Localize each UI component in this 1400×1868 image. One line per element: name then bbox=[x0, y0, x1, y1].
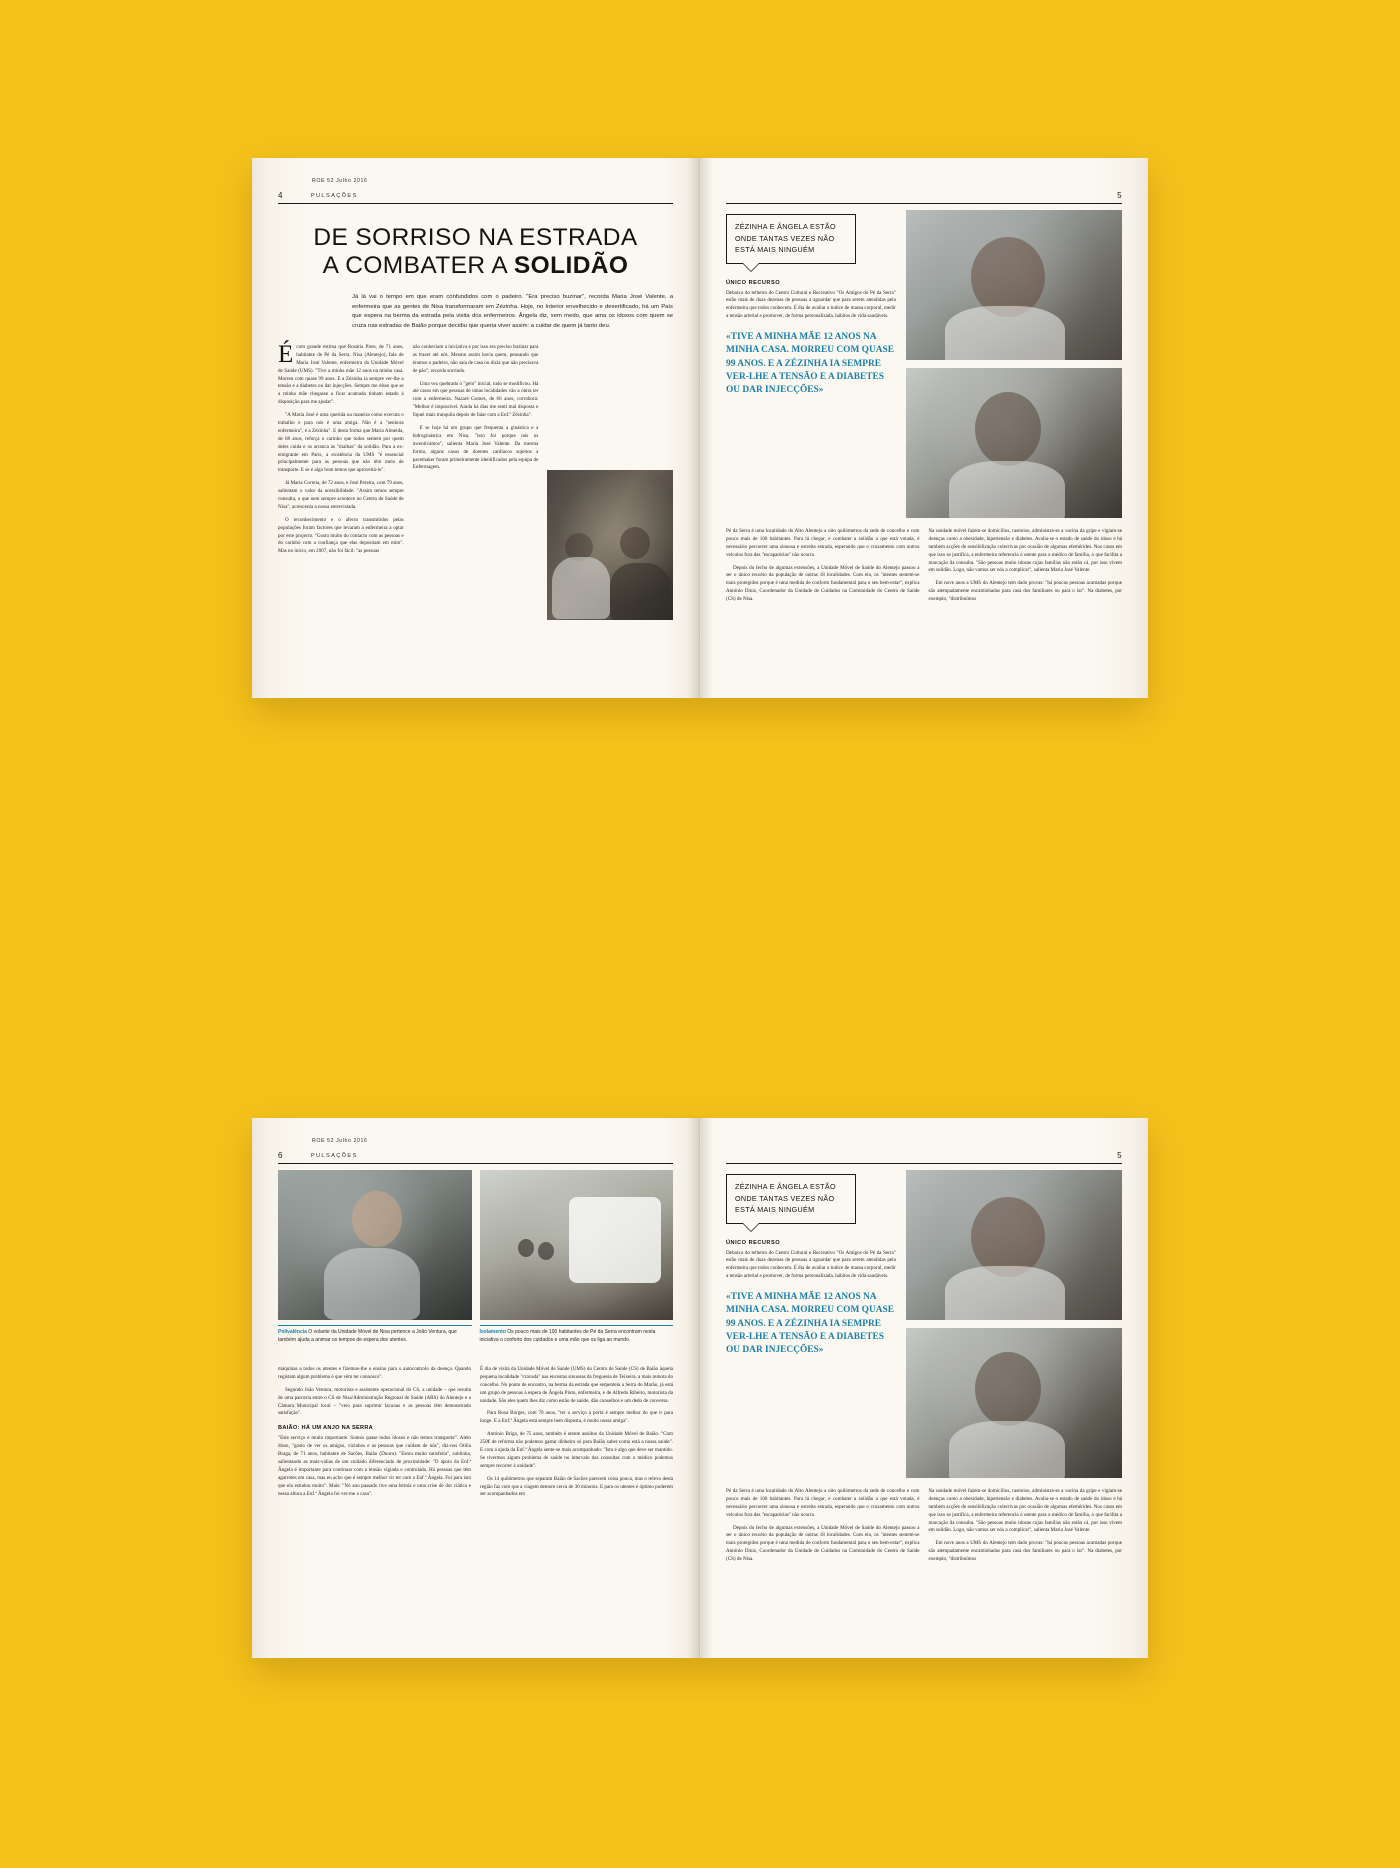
paragraph: Pé da Serra é uma localidade do Alto Alentejo a oito quilómetros da sede de concelho e com pouco mais de 100 habitantes. Para lá chegar, e combater a solidão a que está votada, é necessário percorrer uma sinuosa e estreita estrada, esperando que o cruzamento com outros veículos fora das "escapatórias" não ocorra. bbox=[726, 528, 920, 558]
folio-number: 5 bbox=[1117, 191, 1122, 200]
right-body-columns bbox=[726, 1488, 1122, 1569]
column-1 bbox=[726, 1488, 920, 1569]
paragraph: Para Rosa Borges, com 70 anos, "ter o serviço à porta é sempre melhor do que ir para longe. E a Enf.ª Ângela está sempre bem disposta, é muito nossa amiga". bbox=[480, 1410, 673, 1425]
magazine-spread-top bbox=[252, 158, 1148, 698]
callout-quote: ZÉZINHA E ÂNGELA ESTÃO ONDE TANTAS VEZES NÃO ESTÁ MAIS NINGUÉM bbox=[726, 214, 856, 264]
column-3 bbox=[547, 344, 673, 620]
drop-cap: É bbox=[278, 341, 294, 368]
column-2 bbox=[413, 344, 539, 620]
pull-quote: «TIVE A MINHA MÃE 12 ANOS NA MINHA CASA. MORREU COM QUASE 99 ANOS. E A ZÉZINHA IA SEMPRE VER-LHE A TENSÃO E A DIABETES OU DAR INJECÇÕES» bbox=[726, 1292, 894, 1356]
kicker-paragraph: Debaixo do telheiro do Centro Cultural e Recreativo "Os Amigos do Pé da Serra" estão mais de duas dezenas de pessoas a aguardar que para serem atendidas pela enfermeira que todos conhecem. É dia de avaliar o índice de massa corporal, medir a tensão arterial e promover, de forma personalizada, hábitos de vida saudáveis. bbox=[726, 1249, 896, 1280]
photo-pair bbox=[278, 1170, 673, 1320]
right-body-columns bbox=[726, 528, 1122, 609]
headline-line-1: DE SORRISO NA ESTRADA bbox=[313, 224, 638, 251]
headline-line-2a: A COMBATER A bbox=[322, 252, 514, 280]
body-columns bbox=[278, 1366, 673, 1504]
column-2 bbox=[929, 528, 1123, 609]
kicker-paragraph: Debaixo do telheiro do Centro Cultural e Recreativo "Os Amigos do Pé da Serra" estão mais de duas dezenas de pessoas a aguardar que para serem atendidas pela enfermeira que todos conhecem. É dia de avaliar o índice de massa corporal, medir a tensão arterial e promover, de forma personalizada, hábitos de vida saudáveis. bbox=[726, 289, 896, 320]
column-1 bbox=[726, 528, 920, 609]
column-1 bbox=[278, 341, 404, 620]
paragraph: "Este serviço é muito importante. Somos quase todos idosos e não temos transporte". Além disso, "gosto de ver os amigos, vizinhos e as pessoas que cuidam de nós", diz-nos Otília Braga, de 71 anos, habitante de Sacões, Baião (Douro). "Estou muito satisfeita", sublinha, salientando as mais-valias de um cuidado diferenciado de proximidade: "O apoio da Enf.ª Ângela é importante para continuar com a tensão vigiada e controlada. Há pessoas que têm agarrotes em casa, mas eu acho que é sempre melhor vir ter com a Enf.ª Ângela. Foi para isto que ela estudou muito". Mais: "Nó ano passado tive uma hérnia e uma crise de dor ciática e nessa altura a Enf.ª Ângela foi ver-me a casa". bbox=[278, 1435, 471, 1497]
caption-lead: Polivalência bbox=[278, 1329, 307, 1335]
paragraph: Na unidade móvel fazem-se domicílios, rastreios, administra-se a vacina da gripe e vigiam-se doenças como a obesidade, hipertensão e diabetes. Avalia-se o estado de saúde do idoso e há também acções de sensibilização colectivas por ocasião de algumas efemérides. Nos casos em que isso se justifica, a enfermeira referencia o utente para o médico de família, o que facilita a marcação da consulta. "São pessoas muito idosas cujas famílias não estão cá, por isso vivem em solidão. Logo, não vamos ser nós a complicar", salienta Maria José Valente. bbox=[928, 528, 1122, 574]
paragraph: É dia de visita da Unidade Móvel de Saúde (UMS) do Centro de Saúde (CS) de Baião àquela pequena localidade "cravada" nas encostas sinuosas da freguesia de Teixeira, a mais remota do concelho. No ponto de encontro, na berma da estrada que serpenteia a Serra do Marão, já está um grupo de pessoas à espera de Ângela Pinto, enfermeira, e de Alfredo Ribeiro, motorista da unidade. São eles quem lhes diz como estão de saúde, dão conselhos e um dedo de conversa. bbox=[480, 1366, 673, 1404]
paragraph: Já Maria Correia, de 72 anos, e José Pereira, com 79 anos, salientam o valor da acessibilidade. "Assim temos sempre consulta, o que nem sempre acontece no Centro de Saúde de Nisa", acrescenta a nossa entrevistada. bbox=[278, 480, 404, 510]
page-5-top bbox=[700, 158, 1148, 698]
paragraph: E se hoje há um grupo que frequenta a ginástica e a hidroginástica em Nisa, "isso foi porque nós os incentivámos", salienta Maria José Valente. Da mesma forma, alguns casos de doentes cardíacos sujeitos a pacemaker foram primeiramente identificados pela equipa de Enfermagem. bbox=[412, 425, 539, 471]
subheading: BAIÃO: HÁ UM ANJO NA SERRA bbox=[278, 1425, 374, 1432]
folio-number: 5 bbox=[1117, 1151, 1122, 1160]
paragraph: Em nove anos a UMS do Alentejo tem dado provas: "há poucas pessoas acamadas porque são atempadamente encaminhadas para casa dos familiares ou para o lar". Na diabetes, por exemplo, "distribuímos bbox=[928, 580, 1122, 603]
column-2 bbox=[929, 1488, 1123, 1569]
caption-lead: Isolamento bbox=[479, 1329, 506, 1335]
folio-number: 4 bbox=[278, 191, 283, 200]
column-1 bbox=[278, 1366, 471, 1504]
paragraph: Depois do fecho de algumas extensões, a Unidade Móvel de Saúde do Alentejo passou a ser o único recurso da população de outras 18 localidades. Com ela, os "utentes sentem-se mais protegidos porque é uma medida de conforto fundamental para o seu bem-estar", explica António Diniz, Coordenador da Unidade de Cuidados na Comunidade do Centro de Saúde (CS) de Nisa. bbox=[726, 564, 920, 603]
caption-1 bbox=[278, 1325, 472, 1344]
page-6 bbox=[252, 1118, 700, 1658]
magazine-spread-bottom bbox=[252, 1118, 1148, 1658]
paragraph: Pé da Serra é uma localidade do Alto Alentejo a oito quilómetros da sede de concelho e com pouco mais de 100 habitantes. Para lá chegar, e combater a solidão a que está votada, é necessário percorrer uma sinuosa e estreita estrada, esperando que o cruzamento com outros veículos fora das "escapatórias" não ocorra. bbox=[726, 1488, 920, 1518]
paragraph: Segundo João Ventura, motorista e assistente operacional do CS, a unidade – que resulta de uma parceria entre o CS de Nisa/Administração Regional de Saúde (ARS) do Alentejo e a Câmara Municipal local – "veio para suprimir lacunas e as pessoas têm demonstrado satisfação". bbox=[278, 1386, 471, 1417]
paragraph: Uma vez quebrado o "gelo" inicial, tudo se modificou. Há até casos em que pessoas de umas localidades vão a outra ter com a enfermeira. Nazaré Gomes, de 66 anos, corrobora: "Melhor é impossível. Ainda há dias me senti mal disposta e fiquei mais tranquila depois de falar com a Enf.ª Zézinha". bbox=[412, 380, 539, 419]
standfirst: Já lá vai o tempo em que eram confundidos com o padeiro. "Era preciso buzinar", recorda Maria José Valente, a enfermeira que as gentes de Nisa transformaram em Zézinha. Hoje, no Interior envelhecido e desertificado, há um País que espera na berma da estrada pela visita dos enfermeiros. Ângela diz, sem medo, que ama os idosos com quem se cruza nas estradas de Baião porque decidiu que queria viver assim: a cuidar de quem já tanto deu. bbox=[352, 293, 673, 330]
paragraph: não conheciam a iniciativa e por isso era preciso buzinar para as trazer até nós. Mesmo assim havia quem, pensando que éramos o padeiro, não saía de casa ou dizia que não precisava de pão", recorda sorrindo. bbox=[412, 344, 539, 374]
paragraph: António Briga, de 75 anos, também é utente assíduo da Unidade Móvel de Baião. "Com 250€ de reforma não podemos gastar dinheiro só para Baião saber como está a nossa saúde". E com a ajuda da Enf.ª Ângela sente-se mais acompanhado: "Isto é algo que deve ser mantido. Se tivermos algum problema de saúde no intervalo das consultas com o médico podemos sempre recorrer à unidade". bbox=[480, 1431, 673, 1469]
folio-number: 6 bbox=[278, 1151, 283, 1160]
paragraph: máquinas a todos os utentes e fizemos-lhe o ensino para o autocontrolo da doença. Quando registam algum problema é que vêm ter connosco". bbox=[278, 1366, 471, 1380]
callout-quote: ZÉZINHA E ÂNGELA ESTÃO ONDE TANTAS VEZES NÃO ESTÁ MAIS NINGUÉM bbox=[726, 1174, 856, 1224]
paragraph: Em nove anos a UMS do Alentejo tem dado provas: "há poucas pessoas acamadas porque são atempadamente encaminhadas para casa dos familiares ou para o lar". Na diabetes, por exemplo, "distribuímos bbox=[928, 1540, 1122, 1563]
caption-2 bbox=[480, 1325, 674, 1344]
photo-nurse-portrait-2 bbox=[906, 1328, 1122, 1478]
paragraph: "A Maria José é uma querida na maneira como executa o trabalho e para nós é uma amiga. Não é a "senhora enfermeira", é a Zézinha". E desta forma que Maria Almeida, de 68 anos, reforça o carinho que todos sentem por quem deles cuida e os arranca às "malhas" da solidão. Para a ex-emigrante em Paris, a existência da UMS "é essencial principalmente para as pessoas que não têm meio de transporte. E se é algo bom temos que aproveitá-lo". bbox=[278, 412, 404, 474]
photo-nurse-portrait-2 bbox=[906, 368, 1122, 518]
caption-row bbox=[278, 1325, 673, 1344]
paragraph: Os 14 quilómetros que separam Baião de Sacões parecem coisa pouca, mas o relevo desta região faz com que a viagem demore cerca de 30 minutos. E para os utentes é óptimo poderem ser acompanhados em bbox=[480, 1475, 673, 1498]
paragraph: Depois do fecho de algumas extensões, a Unidade Móvel de Saúde do Alentejo passou a ser o único recurso da população de outras 18 localidades. Com ela, os "utentes sentem-se mais protegidos porque é uma medida de conforto fundamental para o seu bem-estar", explica António Diniz, Coordenador da Unidade de Cuidados na Comunidade do Centro de Saúde (CS) de Nisa. bbox=[726, 1524, 920, 1563]
section-label: PULSAÇÕES bbox=[310, 1153, 358, 1159]
page-4 bbox=[252, 158, 700, 698]
issue-line: ROE 52 Julho 2016 bbox=[312, 1138, 368, 1144]
paragraph: O reconhecimento e o afecto transmitidos pelas populações foram factores que levaram a enfermeira a optar por este projecto. "Gosto muito do contacto com as pessoas e do carinho com a confiança que elas depositam em mim". Mas no início, em 2007, não foi fácil: "as pessoas bbox=[278, 516, 404, 555]
photo-nurse-portrait-1 bbox=[906, 210, 1122, 360]
page-title bbox=[282, 224, 669, 281]
photo-mobile-unit bbox=[480, 1170, 674, 1320]
caption-text: Os pouco mais de 100 habitantes de Pé da Serra encontram nesta iniciativa o conforto dos cuidados e uma mão que os liga ao mundo. bbox=[479, 1329, 656, 1343]
column-2 bbox=[480, 1366, 673, 1504]
pull-quote: «TIVE A MINHA MÃE 12 ANOS NA MINHA CASA. MORREU COM QUASE 99 ANOS. E A ZÉZINHA IA SEMPRE VER-LHE A TENSÃO E A DIABETES OU DAR INJECÇÕES» bbox=[726, 332, 894, 396]
kicker-label: ÚNICO RECURSO bbox=[726, 279, 781, 286]
photo-nurse-portrait-1 bbox=[906, 1170, 1122, 1320]
page-5-bottom bbox=[700, 1118, 1148, 1658]
section-label: PULSAÇÕES bbox=[310, 193, 358, 199]
photo-driver bbox=[278, 1170, 472, 1320]
issue-line: ROE 52 Julho 2016 bbox=[312, 178, 368, 184]
page-header-right bbox=[726, 178, 1122, 204]
photo-home-visit bbox=[547, 470, 673, 620]
page-header-right bbox=[726, 1138, 1122, 1164]
body-columns bbox=[278, 341, 673, 620]
kicker-label: ÚNICO RECURSO bbox=[726, 1239, 781, 1246]
paragraph-text: com grande estima que Rosária Pires, de 71 anos, habitante de Pé da Serra, Nisa (Alentejo), fala de Maria José Valente, enfermeira da Unidade Móvel de Saúde (UMS). "Tive a minha mãe 12 anos na minha casa. Morreu com quase 99 anos. E a Zézinha ia sempre ver-lhe a tensão e a diabetes ou dar injecções. Sempre me disse que se a minha mãe chegasse a ficar acamada tinham estado à disposição para me ajudar". bbox=[278, 344, 404, 406]
headline-line-2b: SOLIDÃO bbox=[513, 252, 629, 280]
paragraph: Na unidade móvel fazem-se domicílios, rastreios, administra-se a vacina da gripe e vigiam-se doenças como a obesidade, hipertensão e diabetes. Avalia-se o estado de saúde do idoso e há também acções de sensibilização colectivas por ocasião de algumas efemérides. Nos casos em que isso se justifica, a enfermeira referencia o utente para o médico de família, o que facilita a marcação da consulta. "São pessoas muito idosas cujas famílias não estão cá, por isso vivem em solidão. Logo, não vamos ser nós a complicar", salienta Maria José Valente. bbox=[928, 1488, 1122, 1534]
caption-text: O volante da Unidade Móvel de Nisa pertence a João Ventura, que também ajuda a animar os tempos de espera dos utentes. bbox=[278, 1329, 457, 1343]
paragraph bbox=[278, 341, 404, 407]
